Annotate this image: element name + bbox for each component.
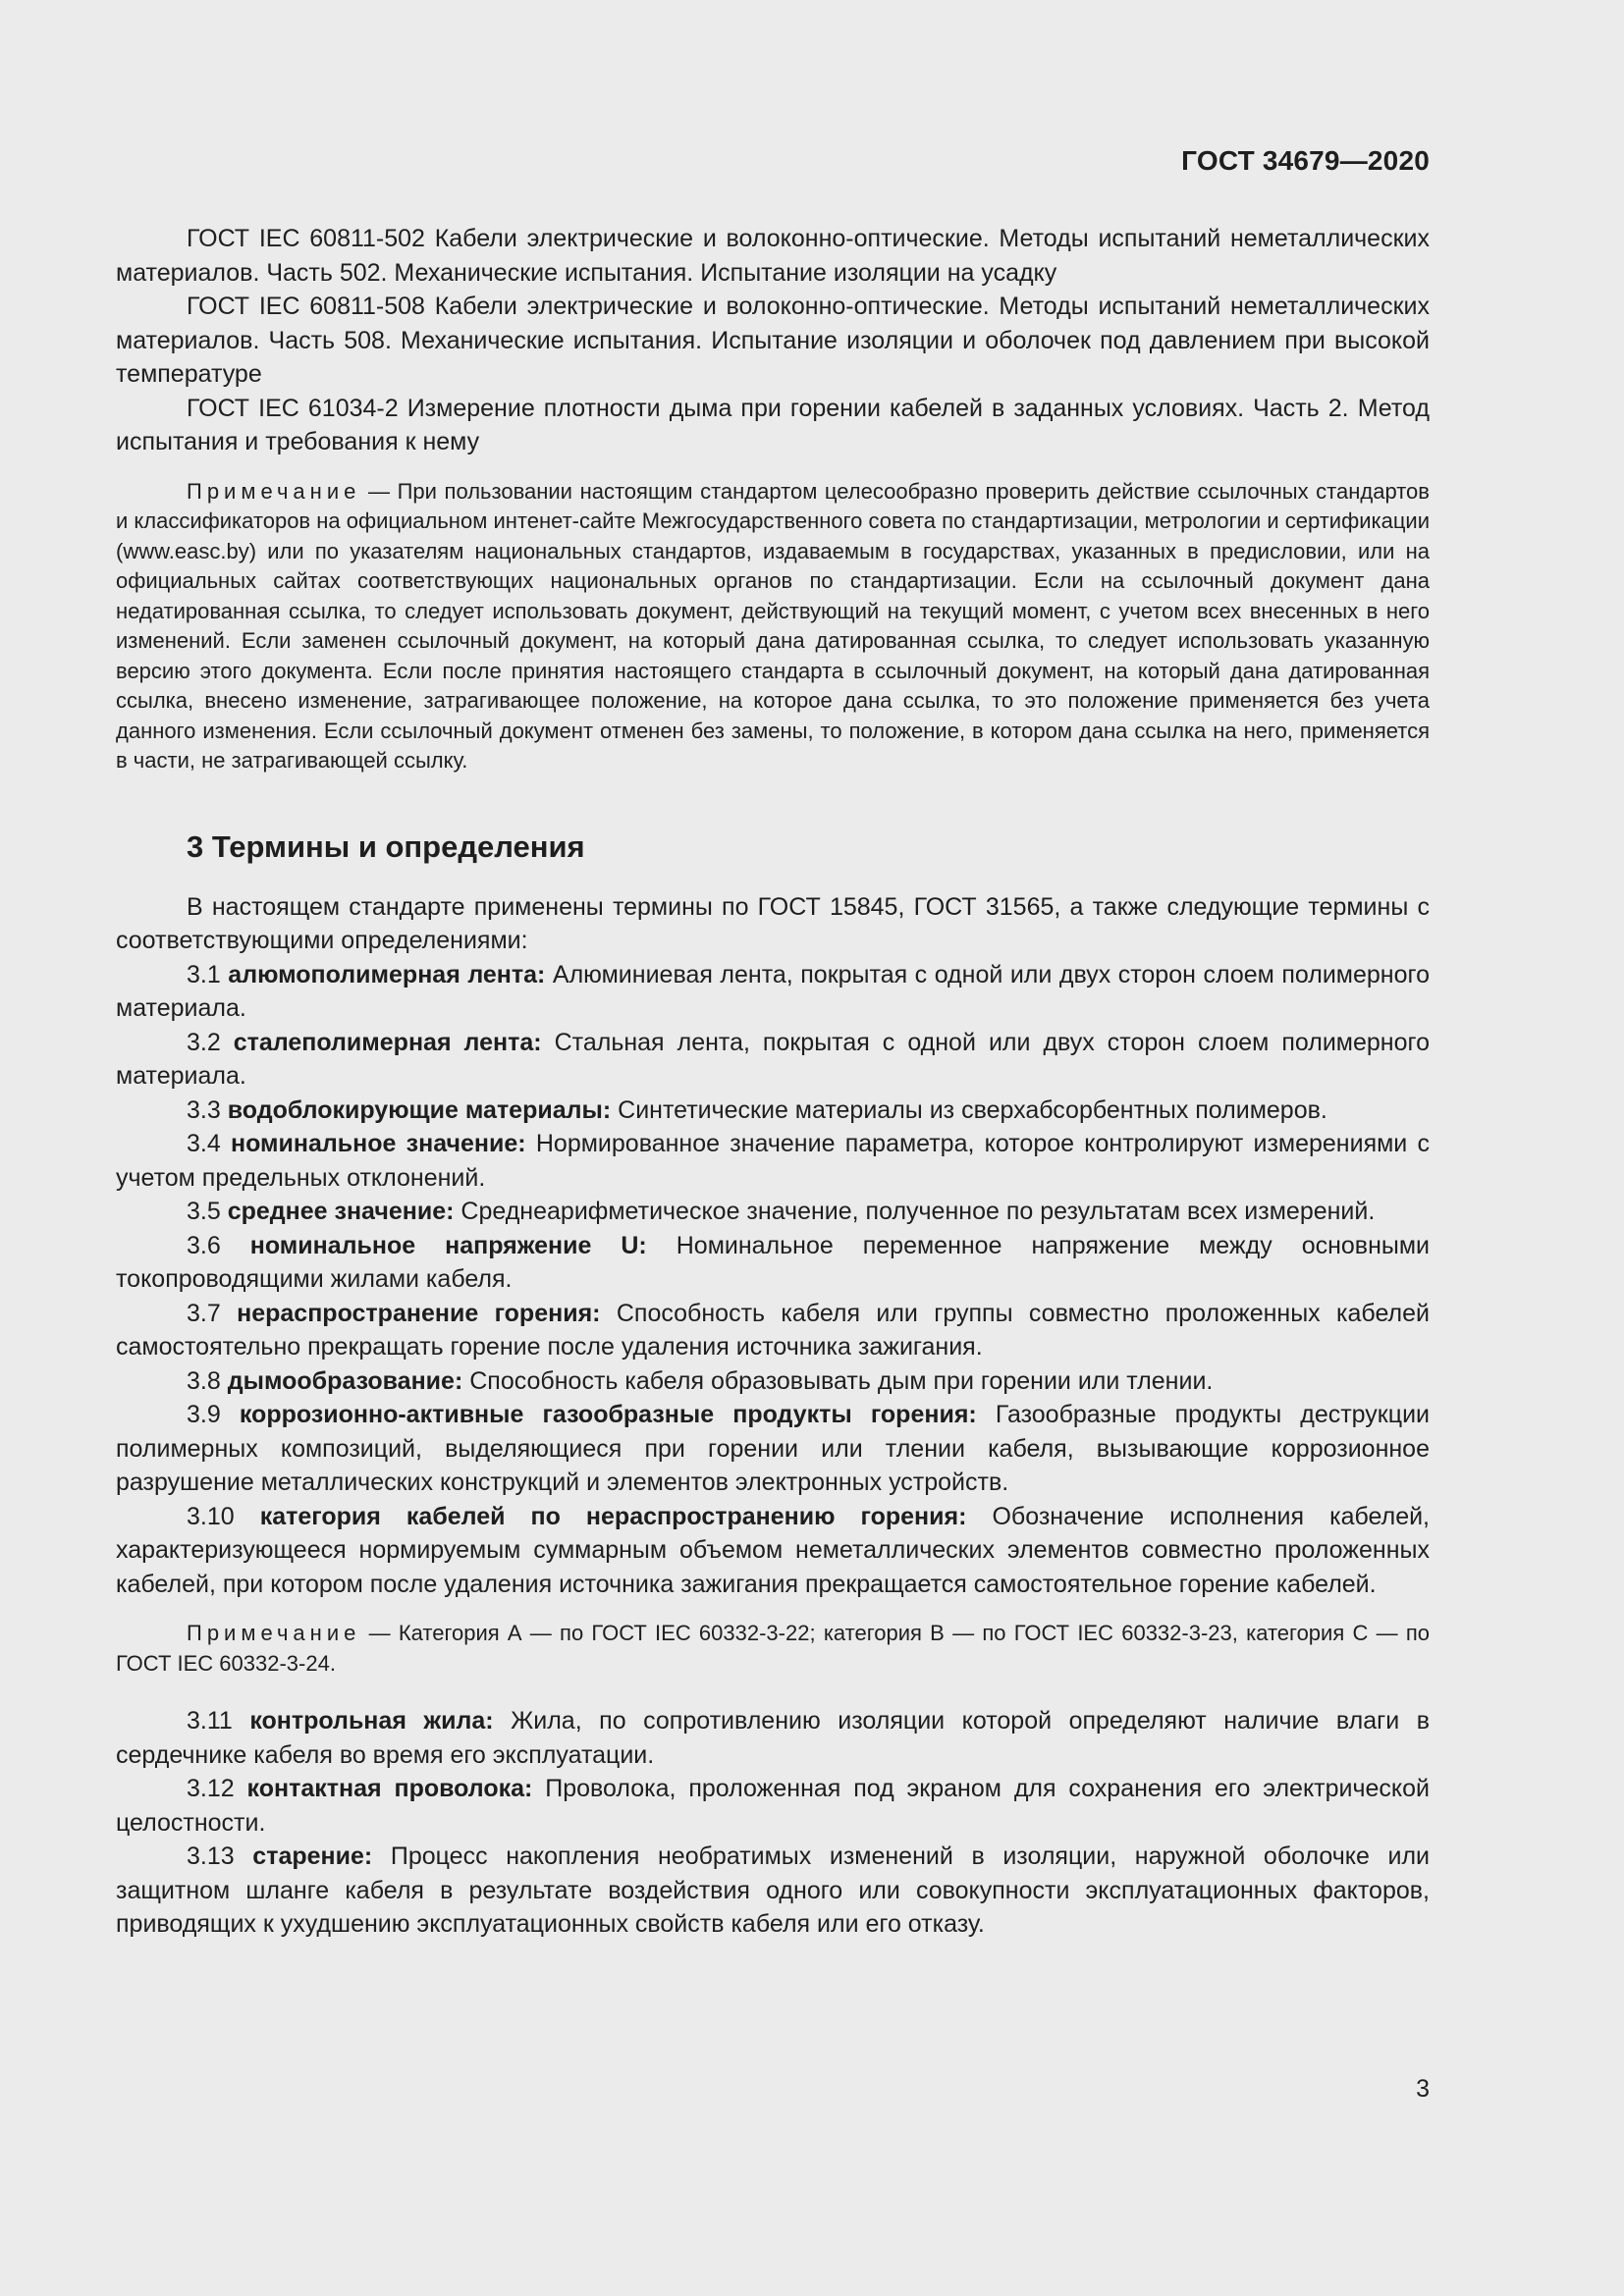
term-definition: Алюминиевая лента, покрытая с одной или двух сторон слоем полимерного материала. bbox=[116, 960, 1430, 1022]
term-entry bbox=[116, 1500, 1430, 1602]
term-number: 3.1 bbox=[187, 960, 221, 988]
document-page bbox=[116, 0, 1430, 2296]
term-name: старение: bbox=[252, 1842, 373, 1870]
reference-item: ГОСТ IEC 61034-2 Измерение плотности дыма при горении кабелей в заданных условиях. Часть 2. Метод испытания и требования к нему bbox=[116, 394, 1430, 455]
term-number: 3.7 bbox=[187, 1299, 221, 1327]
document-body bbox=[116, 222, 1430, 1942]
section-intro: В настоящем стандарте применены термины по ГОСТ 15845, ГОСТ 31565, а также следующие термины с соответствующими определениями: bbox=[116, 892, 1430, 954]
term-number: 3.2 bbox=[187, 1028, 221, 1056]
term-number: 3.8 bbox=[187, 1366, 221, 1395]
term-number: 3.12 bbox=[187, 1775, 235, 1802]
term-entry bbox=[116, 1364, 1430, 1399]
term-name: сталеполимерная лента: bbox=[233, 1028, 542, 1056]
term-number: 3.9 bbox=[187, 1401, 221, 1428]
term-definition: Процесс накопления необратимых изменений в изоляции, наружной оболочке или защитном шланге кабеля в результате воздействия одного или совокупности эксплуатационных факторов, приводящих к ухудшению эксплуатационных свойств кабеля или его отказу. bbox=[116, 1842, 1430, 1938]
term-definition: Номинальное переменное напряжение между основными токопроводящими жилами кабеля. bbox=[116, 1231, 1431, 1293]
term-name: коррозионно-активные газообразные продукты горения: bbox=[239, 1401, 977, 1428]
term-name: контрольная жила: bbox=[249, 1707, 494, 1735]
note-dash: — bbox=[360, 1621, 399, 1645]
term-entry bbox=[116, 1229, 1430, 1297]
term-entry bbox=[116, 1195, 1430, 1229]
term-entry bbox=[116, 1127, 1430, 1195]
term-name: нераспространение горения: bbox=[237, 1299, 601, 1327]
section-heading: 3 Термины и определения bbox=[187, 828, 585, 864]
note-text: При пользовании настоящим стандартом целесообразно проверить действие ссылочных стандартов и классификаторов на официальном интенет-сайте Межгосударственного совета по стандартизации, метрологии и сертификации (www.easc.by) или по указателям национальных стандартов, издаваемым в государствах, указанных в предисловии, или на официальных сайтах соответствующих национальных органов по стандартизации. Если на ссылочный документ дана недатированная ссылка, то следует использовать документ, действующий на текущий момент, с учетом всех внесенных в него изменений. Если заменен ссылочный документ, на который дана датированная ссылка, то следует использовать указанную версию этого документа. Если после принятия настоящего стандарта в ссылочный документ, на который дана датированная ссылка, внесено изменение, затрагивающее положение, на которое дана ссылка, то это положение применяется без учета данного изменения. Если ссылочный документ отменен без замены, то положение, в котором дана ссылка на него, применяется в части, не затрагивающей ссылку. bbox=[116, 478, 1430, 773]
term-entry bbox=[116, 1094, 1430, 1128]
term-name: категория кабелей по нераспространению горения: bbox=[259, 1502, 967, 1530]
term-entry bbox=[116, 1026, 1430, 1094]
term-number: 3.11 bbox=[187, 1707, 233, 1735]
reference-item: ГОСТ IEC 60811-502 Кабели электрические и волоконно-оптические. Методы испытаний неметаллических материалов. Часть 502. Механические испытания. Испытание изоляции на усадку bbox=[116, 225, 1430, 287]
term-definition: Способность кабеля или группы совместно проложенных кабелей самостоятельно прекращать горение после удаления источника зажигания. bbox=[116, 1299, 1430, 1361]
term-name: среднее значение: bbox=[227, 1198, 455, 1225]
term-name: номинальное напряжение U: bbox=[249, 1231, 647, 1259]
note-dash: — bbox=[360, 478, 398, 504]
term-definition: Обозначение исполнения кабелей, характеризующееся нормируемым суммарным объемом неметаллических элементов совместно проложенных кабелей, при котором после удаления источника зажигания прекращается самостоятельное горение кабелей. bbox=[116, 1502, 1431, 1598]
note-categories bbox=[116, 1619, 1430, 1679]
reference-item: ГОСТ IEC 60811-508 Кабели электрические и волоконно-оптические. Методы испытаний неметаллических материалов. Часть 508. Механические испытания. Испытание изоляции и оболочек под давлением при высокой температуре bbox=[116, 293, 1430, 388]
term-entry bbox=[116, 1297, 1430, 1364]
term-name: дымообразование: bbox=[227, 1366, 463, 1395]
term-definition: Синтетические материалы из сверхабсорбентных полимеров. bbox=[618, 1095, 1327, 1124]
term-definition: Проволока, проложенная под экраном для сохранения его электрической целостности. bbox=[116, 1775, 1431, 1837]
term-entry bbox=[116, 1398, 1430, 1500]
term-definition: Среднеарифметическое значение, полученное по результатам всех измерений. bbox=[460, 1198, 1376, 1225]
note-text: Категория А — по ГОСТ IEC 60332-3-22; категория В — по ГОСТ IEC 60332-3-23, категория С — по ГОСТ IEC 60332-3-24. bbox=[116, 1621, 1430, 1676]
term-name: алюмополимерная лента: bbox=[228, 960, 546, 988]
term-number: 3.10 bbox=[187, 1502, 235, 1530]
term-definition: Нормированное значение параметра, которое контролируют измерениями с учетом предельных отклонений. bbox=[116, 1130, 1431, 1192]
term-number: 3.3 bbox=[187, 1095, 221, 1124]
term-name: номинальное значение: bbox=[231, 1130, 526, 1157]
term-number: 3.5 bbox=[187, 1198, 221, 1225]
term-entry bbox=[116, 1840, 1430, 1942]
page-number: 3 bbox=[1416, 2075, 1430, 2103]
note-label: Примечание bbox=[187, 1621, 361, 1645]
term-name: контактная проволока: bbox=[246, 1775, 533, 1802]
term-entry bbox=[116, 1772, 1430, 1840]
note-label: Примечание bbox=[187, 478, 361, 504]
term-name: водоблокирующие материалы: bbox=[227, 1095, 612, 1124]
note-references bbox=[116, 477, 1430, 776]
term-number: 3.4 bbox=[187, 1130, 221, 1157]
term-definition: Жила, по сопротивлению изоляции которой определяют наличие влаги в сердечнике кабеля во время его эксплуатации. bbox=[116, 1707, 1430, 1769]
term-definition: Стальная лента, покрытая с одной или двух сторон слоем полимерного материала. bbox=[116, 1028, 1430, 1090]
term-definition: Газообразные продукты деструкции полимерных композиций, выделяющиеся при горении или тлении кабеля, вызывающие коррозионное разрушение металлических конструкций и элементов электронных устройств. bbox=[116, 1401, 1430, 1496]
term-number: 3.13 bbox=[187, 1842, 235, 1870]
term-number: 3.6 bbox=[187, 1231, 221, 1259]
term-entry bbox=[116, 958, 1430, 1026]
term-definition: Способность кабеля образовывать дым при горении или тлении. bbox=[469, 1366, 1214, 1395]
term-entry bbox=[116, 1704, 1430, 1772]
document-code-header: ГОСТ 34679—2020 bbox=[1181, 145, 1430, 176]
